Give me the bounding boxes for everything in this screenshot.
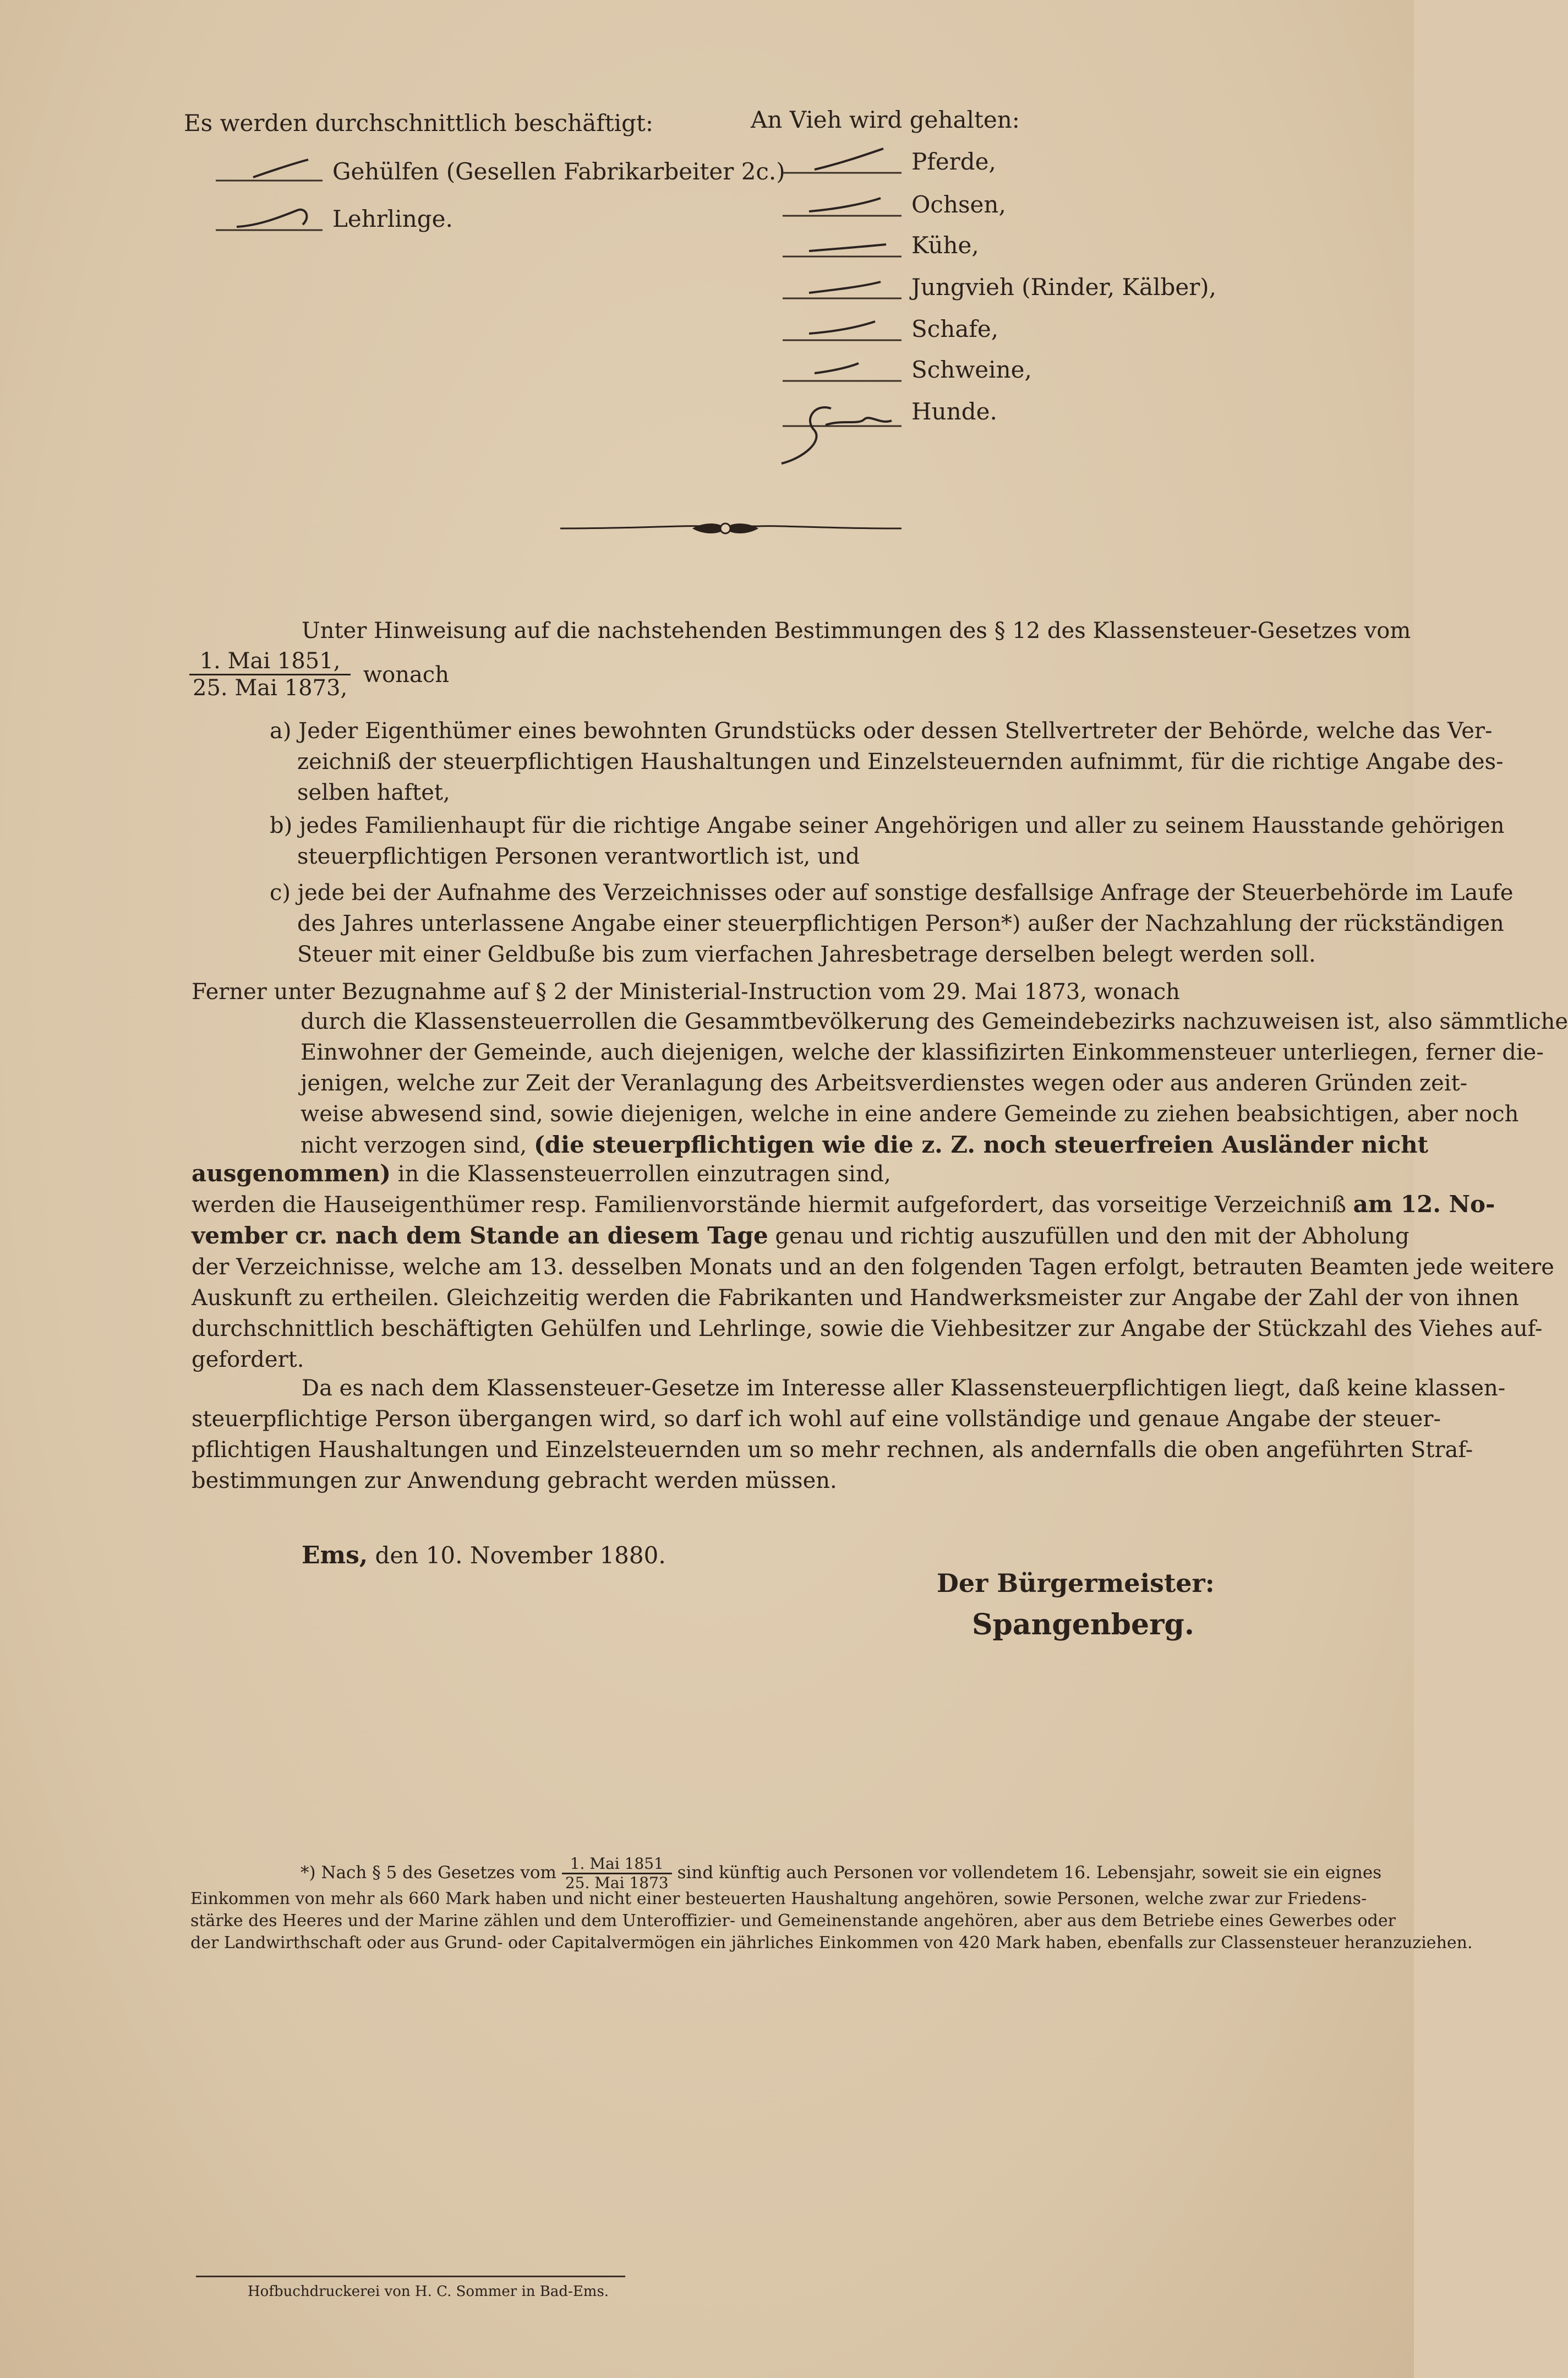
footnote-frac-den: 25. Mai 1873 (565, 1874, 669, 1892)
instruction-line: nicht verzogen sind, (die steuerpflichtigen wie die z. Z. noch steuerfreien Ausländer nicht (301, 1131, 1429, 1158)
bold-foreigners-text: (die steuerpflichtigen wie die z. Z. noch steuerfreien Ausländer nicht (533, 1131, 1429, 1158)
request-line: Auskunft zu ertheilen. Gleichzeitig werden die Fabrikanten und Handwerksmeister zur Angabe der Zahl der von ihnen (192, 1285, 1520, 1311)
footnote-first-line: *) Nach § 5 des Gesetzes vom $\frac{\text{1. Mai 1851}}{\text{25. Mai 1873}}$ sind künftig auch Personen vor vollendetem 16. Lebensjahr, soweit sie ein eignes (301, 1855, 1382, 1892)
wonach-text: wonach (363, 662, 449, 688)
employed-helpers-label: Gehülfen (Gesellen Fabrikarbeiter 2c.) (332, 158, 785, 185)
item-a-line: zeichniß der steuerpflichtigen Haushaltungen und Einzelsteuernden aufnimmt, für die richtige Angabe des- (297, 749, 1504, 775)
mayor-name: Spangenberg. (972, 1608, 1194, 1641)
footnote-frac-num: 1. Mai 1851 (562, 1855, 672, 1874)
livestock-horses-blank (782, 144, 903, 177)
closing-line: steuerpflichtige Person übergangen wird, so darf ich wohl auf eine vollständige und genaue Angabe der steuer- (192, 1406, 1441, 1432)
instruction-block (301, 1006, 1568, 1161)
footnote-body (190, 1888, 1473, 1954)
item-b (270, 810, 1505, 872)
employed-apprentices-label: Lehrlinge. (332, 205, 453, 232)
request-line: der Verzeichnisse, welche am 13. desselben Monats und an den folgenden Tagen erfolgt, betrauten Beamten jede weitere (192, 1255, 1554, 1280)
closing-line: bestimmungen zur Anwendung gebracht werden müssen. (192, 1468, 837, 1493)
footnote-line: Einkommen von mehr als 660 Mark haben und nicht einer besteuerten Haushaltung angehören, sowie Personen, welche zwar zur Friedens- (190, 1889, 1367, 1908)
livestock-cows-blank (782, 228, 903, 261)
employed-helpers-blank (215, 153, 325, 186)
ferner-paragraph (192, 977, 1281, 1007)
livestock-cows-label: Kühe, (911, 232, 979, 259)
instruction-line: weise abwesend sind, sowie diejenigen, welche in eine andere Gemeinde zu ziehen beabsichtigen, aber noch (301, 1101, 1519, 1127)
livestock-pigs-label: Schweine, (911, 356, 1032, 383)
item-c (270, 877, 1514, 970)
request-line: durchschnittlich beschäftigten Gehülfen und Lehrlinge, sowie die Viehbesitzer zur Angabe der Stückzahl des Viehes auf- (192, 1316, 1543, 1341)
ornament-icon (560, 517, 902, 539)
livestock-sheep-blank (782, 312, 903, 345)
item-b-line: steuerpflichtigen Personen verantwortlich ist, und (297, 844, 860, 869)
employed-apprentices-blank (215, 200, 325, 233)
item-a-line: selben haftet, (297, 780, 450, 805)
livestock-sheep-label: Schafe, (911, 315, 999, 342)
livestock-oxen-blank (782, 187, 903, 220)
bold-date-text: am 12. No- (1353, 1191, 1495, 1218)
item-a-line: a) Jeder Eigenthümer eines bewohnten Grundstücks oder dessen Stellvertreter der Behörde, welche das Ver- (270, 718, 1493, 744)
bold-excluded-text: ausgenommen) (192, 1160, 391, 1187)
imprint-rule (196, 2276, 625, 2277)
livestock-oxen-label: Ochsen, (911, 191, 1006, 218)
item-b-line: b) jedes Familienhaupt für die richtige Angabe seiner Angehörigen und aller zu seinem Hausstande gehörigen (270, 813, 1505, 838)
livestock-youngcattle-blank (782, 270, 903, 303)
instruction-line: Einwohner der Gemeinde, auch diejenigen, welche der klassifizirten Einkommensteuer unterliegen, ferner die- (301, 1040, 1544, 1065)
closing-line: pflichtigen Haushaltungen und Einzelsteuernden um so mehr rechnen, als andernfalls die oben angeführten Straf- (192, 1437, 1473, 1463)
place-date (302, 1540, 666, 1571)
item-c-line: Steuer mit einer Geldbuße bis zum vierfachen Jahresbetrage derselben belegt werden soll. (297, 942, 1316, 967)
livestock-dogs-label: Hunde. (911, 398, 997, 425)
date-text: den 10. November 1880. (375, 1542, 666, 1569)
ornamental-divider (560, 517, 902, 539)
handwritten-dash-icon (215, 200, 325, 233)
ferner-line: Ferner unter Bezugnahme auf § 2 der Ministerial-Instruction vom 29. Mai 1873, wonach (192, 979, 1180, 1005)
instruction-end: ausgenommen) in die Klassensteuerrollen einzutragen sind, (192, 1160, 891, 1187)
livestock-heading: An Vieh wird gehalten: (751, 106, 1020, 133)
intro-paragraph (192, 615, 1411, 646)
intro-line: Unter Hinweisung auf die nachstehenden Bestimmungen des § 12 des Klassensteuer-Gesetzes vom (302, 618, 1411, 643)
law-date-den: 25. Mai 1873, (193, 675, 348, 701)
instruction-line: durch die Klassensteuerrollen die Gesammtbevölkerung des Gemeindebezirks nachzuweisen ist, also sämmtliche (301, 1009, 1568, 1034)
bold-date-text: vember cr. nach dem Stande an diesem Tage (192, 1222, 768, 1249)
item-c-line: c) jede bei der Aufnahme des Verzeichnisses oder auf sonstige desfallsige Anfrage der Steuerbehörde im Laufe (270, 880, 1514, 906)
livestock-horses-label: Pferde, (911, 148, 996, 175)
closing-line: Da es nach dem Klassensteuer-Gesetze im Interesse aller Klassensteuerpflichtigen liegt, daß keine klassen- (302, 1376, 1506, 1401)
law-date-num: 1. Mai 1851, (189, 648, 351, 675)
livestock-pigs-blank (782, 352, 903, 385)
livestock-dogs-blank (771, 392, 914, 469)
request-paragraph: werden die Hauseigenthümer resp. Familienvorstände hiermit aufgefordert, das vorseitige Verzeichniß am 12. No- vember cr. nach dem Stande an diesem Tage genau und richtig auszufüllen und den mit der Abholung der Verzeichnisse, welche am 13. desselben Monats und an den folgenden Tagen erfolgt, betrauten Beamten jede weitere Auskunft zu ertheilen. Gleichzeitig werden die Fabrikanten und Handwerksmeister zur Angabe der Zahl der von ihnen durchschnittlich beschäftigten Gehülfen und Lehrlinge, sowie die Viehbesitzer zur Angabe der Stückzahl des Viehes auf- gefordert. (192, 1189, 1281, 1375)
livestock-youngcattle-label: Jungvieh (Rinder, Kälber), (911, 274, 1217, 301)
place-text: Ems, (302, 1541, 368, 1569)
handwritten-dash-icon (215, 153, 325, 186)
law-date-fraction (189, 648, 449, 701)
instruction-line: jenigen, welche zur Zeit der Veranlagung des Arbeitsverdienstes wegen oder aus anderen Gründen zeit- (301, 1071, 1468, 1096)
request-line: gefordert. (192, 1347, 304, 1372)
item-c-line: des Jahres unterlassene Angabe einer steuerpflichtigen Person*) außer der Nachzahlung der rückständigen (297, 911, 1504, 936)
footnote-line: der Landwirthschaft oder aus Grund- oder Capitalvermögen ein jährliches Einkommen von 420 Mark haben, ebenfalls zur Classensteuer heranzuziehen. (190, 1933, 1473, 1952)
closing-paragraph (192, 1373, 1506, 1496)
footnote-line: stärke des Heeres und der Marine zählen und dem Unteroffizier- und Gemeinenstande angehören, aber aus dem Betriebe eines Gewerbes oder (190, 1911, 1396, 1930)
item-a (270, 716, 1504, 808)
employed-heading: Es werden durchschnittlich beschäftigt: (184, 110, 654, 137)
printer-imprint: Hofbuchdruckerei von H. C. Sommer in Bad-Ems. (248, 2283, 609, 2300)
mayor-title: Der Bürgermeister: (937, 1568, 1215, 1598)
